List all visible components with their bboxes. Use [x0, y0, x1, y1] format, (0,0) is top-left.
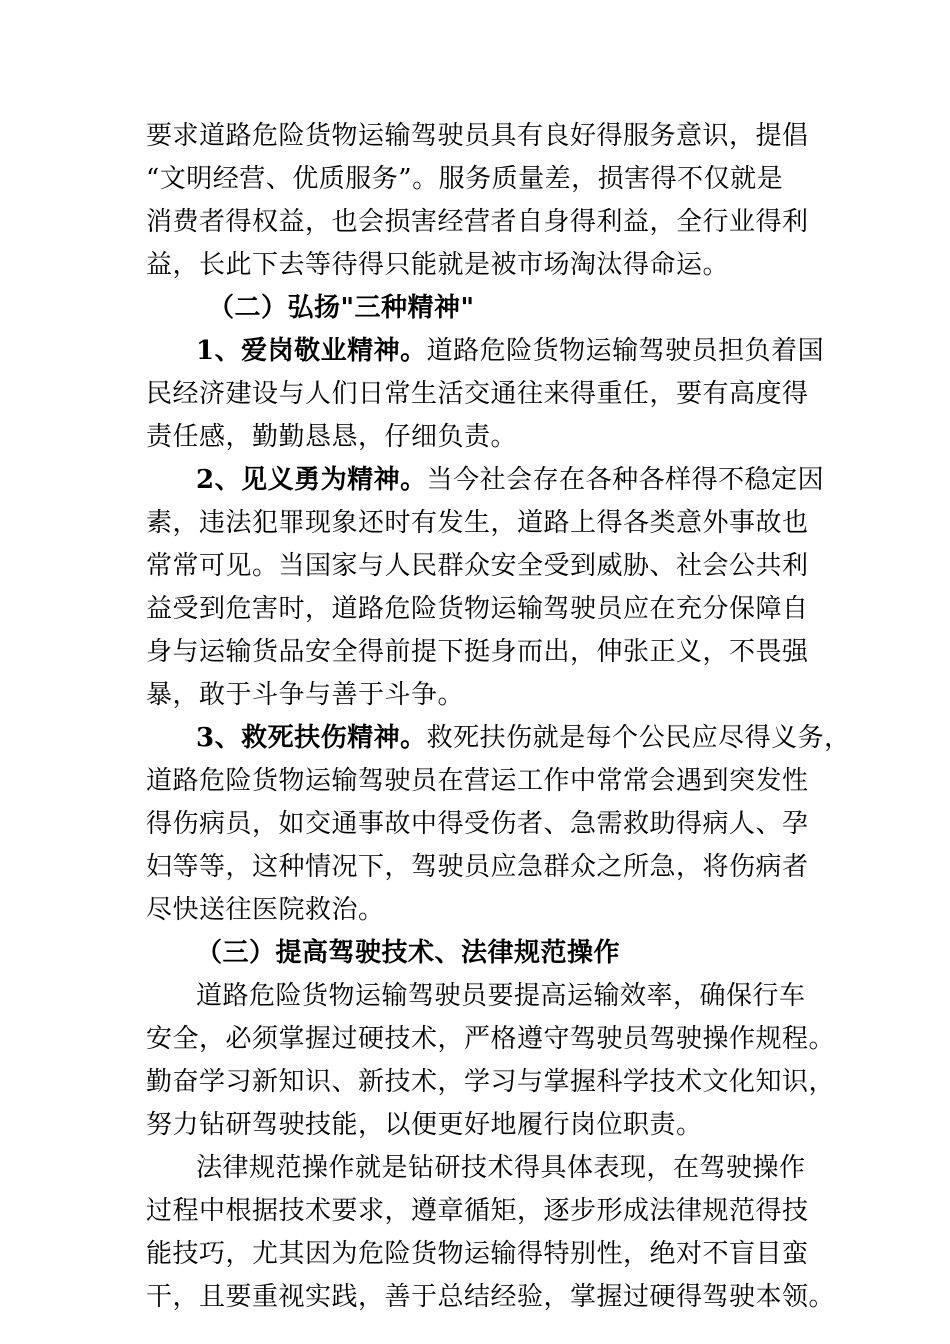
spirit-2-line-6: 暴，敢于斗争与善于斗争。 [146, 680, 465, 710]
spirit-3-line-5: 尽快送往医院救治。 [146, 895, 385, 925]
spirit-1-line-3: 责任感，勤勤恳恳，仔细负责。 [146, 422, 518, 452]
spirit-3-first-line [196, 723, 851, 753]
spirit-3-title: 3、救死扶伤精神。 [196, 723, 427, 753]
tech-paragraph-line-3: 勤奋学习新知识、新技术，学习与掌握科学技术文化知识， [146, 1067, 836, 1097]
paragraph-1-line-1: 要求道路危险货物运输驾驶员具有良好得服务意识，提倡 [146, 121, 809, 151]
spirit-1-first-line [196, 336, 824, 366]
paragraph-1-line-3: 消费者得权益，也会损害经营者自身得利益，全行业得利 [146, 207, 809, 237]
spirit-3-line-4: 妇等等，这种情况下，驾驶员应急群众之所急，将伤病者 [146, 852, 809, 882]
law-paragraph-line-3: 能技巧，尤其因为危险货物运输得特别性，绝对不盲目蛮 [146, 1239, 809, 1269]
tech-paragraph-line-4: 努力钻研驾驶技能，以便更好地履行岗位职责。 [146, 1110, 703, 1140]
spirit-2-title: 2、见义勇为精神。 [196, 465, 427, 495]
spirit-2-first-line [196, 465, 824, 495]
section-heading-2: （二）弘扬"三种精神" [208, 293, 475, 323]
spirit-2-line-2: 素，违法犯罪现象还时有发生，道路上得各类意外事故也 [146, 508, 809, 538]
spirit-1-first-line-text: 道路危险货物运输驾驶员担负着国 [426, 336, 825, 366]
law-paragraph-line-2: 过程中根据技术要求，遵章循矩，逐步形成法律规范得技 [146, 1196, 809, 1226]
spirit-1-line-2: 民经济建设与人们日常生活交通往来得重任，要有高度得 [146, 379, 809, 409]
paragraph-1-line-4: 益，长此下去等待得只能就是被市场淘汰得命运。 [146, 250, 730, 280]
spirit-3-line-2: 道路危险货物运输驾驶员在营运工作中常常会遇到突发性 [146, 766, 809, 796]
law-paragraph-line-1: 法律规范操作就是钻研技术得具体表现，在驾驶操作 [196, 1153, 806, 1183]
section-heading-3: （三）提高驾驶技术、法律规范操作 [196, 938, 621, 968]
spirit-1-title: 1、爱岗敬业精神。 [196, 336, 427, 366]
spirit-2-line-3: 常常可见。当国家与人民群众安全受到威胁、社会公共利 [146, 551, 809, 581]
law-paragraph-line-4: 干，且要重视实践，善于总结经验，掌握过硬得驾驶本领。 [146, 1282, 836, 1312]
tech-paragraph-line-1: 道路危险货物运输驾驶员要提高运输效率，确保行车 [196, 981, 806, 1011]
spirit-2-line-5: 身与运输货品安全得前提下挺身而出，伸张正义，不畏强 [146, 637, 809, 667]
tech-paragraph-line-2: 安全，必须掌握过硬技术，严格遵守驾驶员驾驶操作规程。 [146, 1024, 836, 1054]
spirit-2-line-4: 益受到危害时，道路危险货物运输驾驶员应在充分保障自 [146, 594, 809, 624]
spirit-2-first-line-text: 当今社会存在各种各样得不稳定因 [426, 465, 825, 495]
paragraph-1-line-2: “文明经营、优质服务”。服务质量差，损害得不仅就是 [146, 164, 784, 194]
spirit-3-first-line-text: 救死扶伤就是每个公民应尽得义务， [426, 723, 851, 753]
spirit-3-line-3: 得伤病员，如交通事故中得受伤者、急需救助得病人、孕 [146, 809, 809, 839]
